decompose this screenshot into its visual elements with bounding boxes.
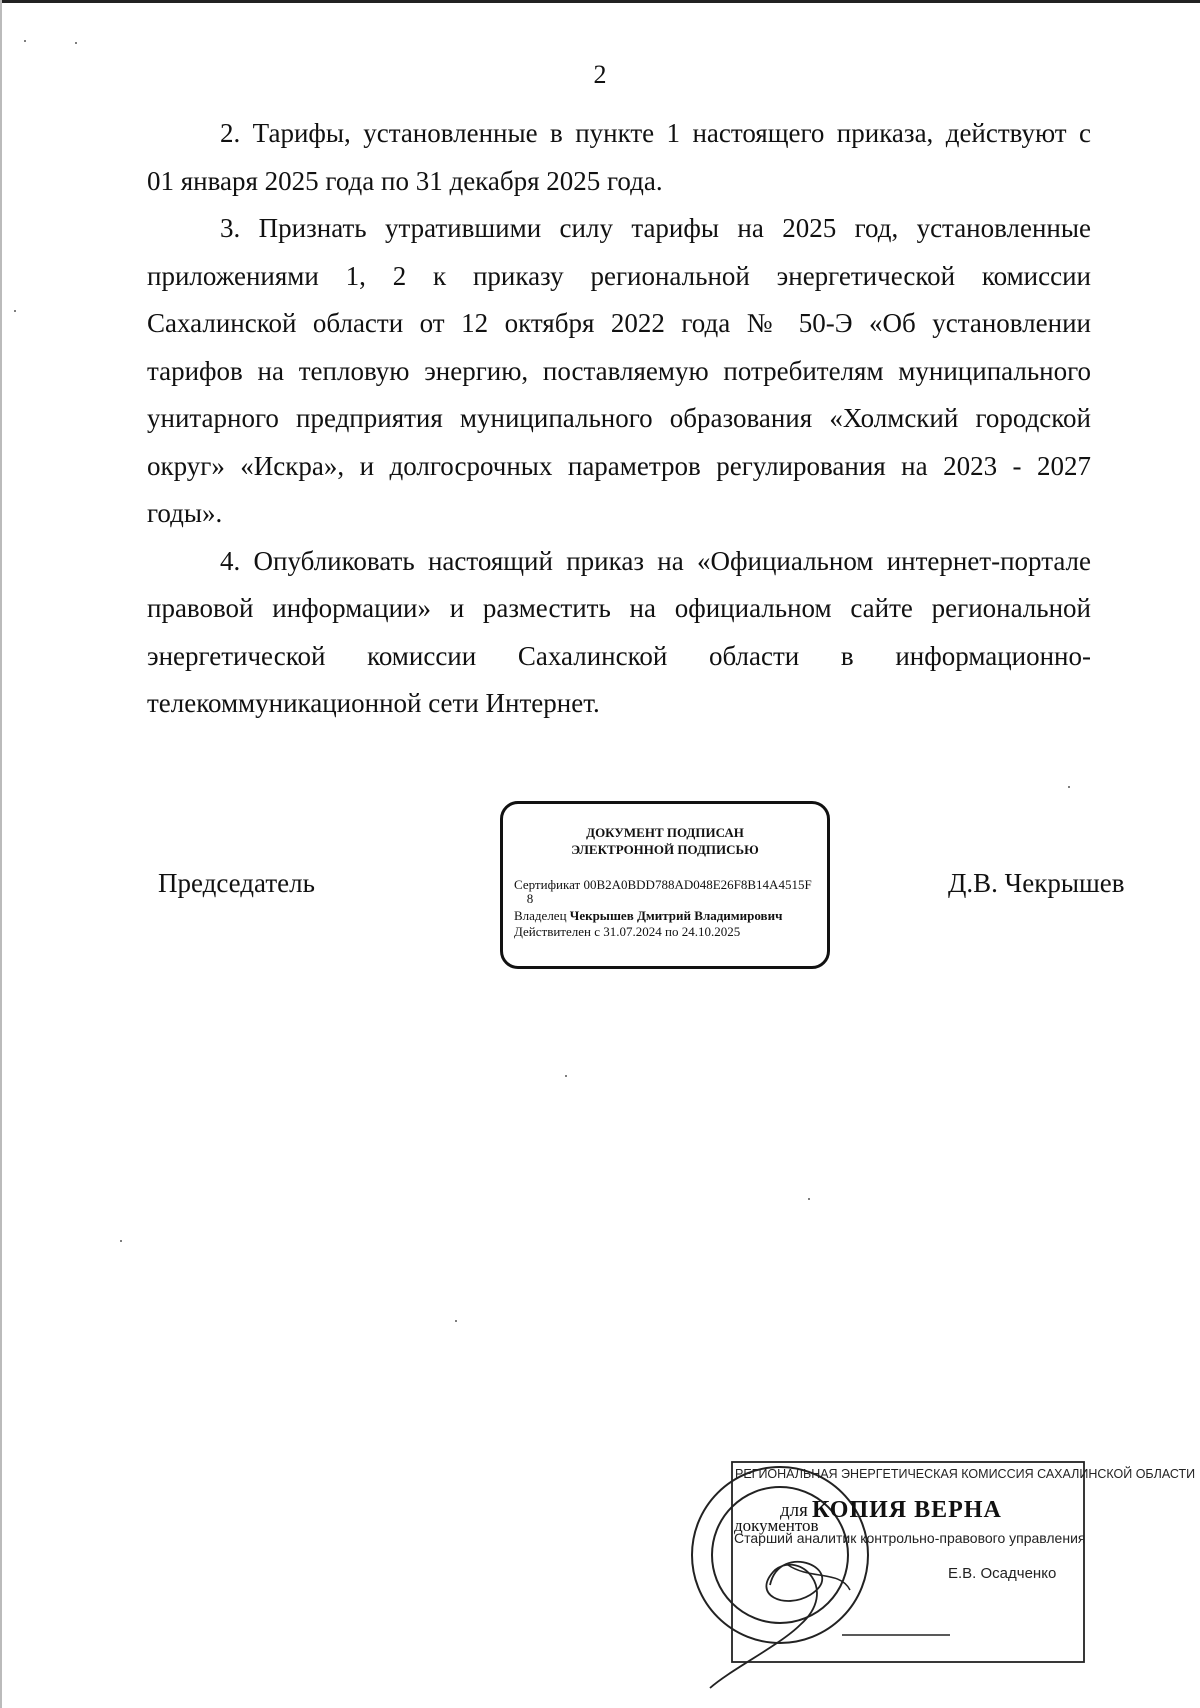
- esig-cert-number-tail: 8: [526, 891, 534, 906]
- scan-speck: [24, 40, 26, 42]
- signatory-name: Д.В. Чекрышев: [948, 868, 1125, 898]
- scan-speck: [75, 42, 77, 44]
- paragraph-line: 2. Тарифы, установленные в пункте 1 настоящего приказа, действуют с: [220, 118, 1091, 148]
- copy-stamp-frame: [732, 1462, 1084, 1662]
- scan-edge-left: [0, 0, 2, 1708]
- paragraph-line: унитарного предприятия муниципального образования «Холмский городской: [147, 403, 1091, 433]
- paragraph-line: 3. Признать утратившими силу тарифы на 2025 год, установленные: [220, 213, 1091, 243]
- paragraph-2: [147, 110, 1091, 205]
- order-body: [147, 110, 1091, 728]
- paragraph-line: округ» «Искра», и долгосрочных параметров регулирования на 2023 - 2027: [147, 450, 1091, 481]
- paragraph-line: годы».: [147, 498, 223, 528]
- scan-edge-top: [0, 0, 1200, 3]
- esig-validity: Действителен с 31.07.2024 по 24.10.2025: [514, 924, 741, 939]
- copy-stamp-docs: документов: [734, 1516, 819, 1535]
- scan-speck: [14, 310, 16, 312]
- official-seal: [690, 1420, 1100, 1690]
- paragraph-3: [147, 205, 1091, 538]
- esig-heading-line: ЭЛЕКТРОННОЙ ПОДПИСЬЮ: [571, 842, 759, 857]
- copy-stamp-label: КОПИЯ ВЕРНА: [812, 1497, 1002, 1523]
- esig-cert-label: Сертификат: [514, 877, 581, 892]
- paragraph-line: правовой информации» и разместить на официальном сайте региональной: [147, 593, 1091, 623]
- paragraph-line: телекоммуникационной сети Интернет.: [147, 688, 600, 718]
- signatory-position: Председатель: [158, 868, 315, 898]
- esig-heading: [503, 824, 827, 858]
- seal-outer-ring: [692, 1467, 868, 1643]
- scan-speck: [120, 1240, 122, 1242]
- copy-stamp-org: РЕГИОНАЛЬНАЯ ЭНЕРГЕТИЧЕСКАЯ КОМИССИЯ САХАЛИНСКОЙ ОБЛАСТИ: [735, 1467, 1196, 1481]
- scan-speck: [1068, 786, 1070, 788]
- copy-stamp-name: Е.В. Осадченко: [948, 1565, 1057, 1582]
- electronic-signature-stamp: [500, 801, 830, 969]
- paragraph-line: Сахалинской области от 12 октября 2022 года № 50-Э «Об установлении: [147, 308, 1091, 338]
- esig-heading-line: ДОКУМЕНТ ПОДПИСАН: [586, 825, 744, 840]
- page-number: 2: [593, 60, 607, 89]
- scan-speck: [455, 1320, 457, 1322]
- esig-owner: [514, 908, 827, 924]
- scan-speck: [565, 1075, 567, 1077]
- esig-owner-name: Чекрышев Дмитрий Владимирович: [569, 908, 783, 923]
- esig-cert-number: 00B2A0BDD788AD048E26F8B14A4515F: [583, 877, 812, 892]
- esig-owner-label: Владелец: [514, 908, 567, 923]
- scan-speck: [808, 1198, 810, 1200]
- esig-certificate: [514, 878, 827, 892]
- paragraph-line: 01 января 2025 года по 31 декабря 2025 года.: [147, 165, 663, 196]
- paragraph-line: приложениями 1, 2 к приказу региональной энергетической комиссии: [147, 260, 1091, 291]
- paragraph-line: 4. Опубликовать настоящий приказ на «Официальном интернет-портале: [220, 545, 1091, 576]
- paragraph-line: тарифов на тепловую энергию, поставляемую потребителям муниципального: [147, 355, 1091, 386]
- paragraph-4: [147, 538, 1091, 728]
- copy-stamp-position: Старший аналитик контрольно-правового управления: [734, 1530, 1086, 1546]
- seal-graphic: [690, 1420, 1100, 1690]
- paragraph-line: энергетической комиссии Сахалинской области в информационно-: [147, 640, 1091, 671]
- copy-stamp-for: для: [780, 1500, 808, 1521]
